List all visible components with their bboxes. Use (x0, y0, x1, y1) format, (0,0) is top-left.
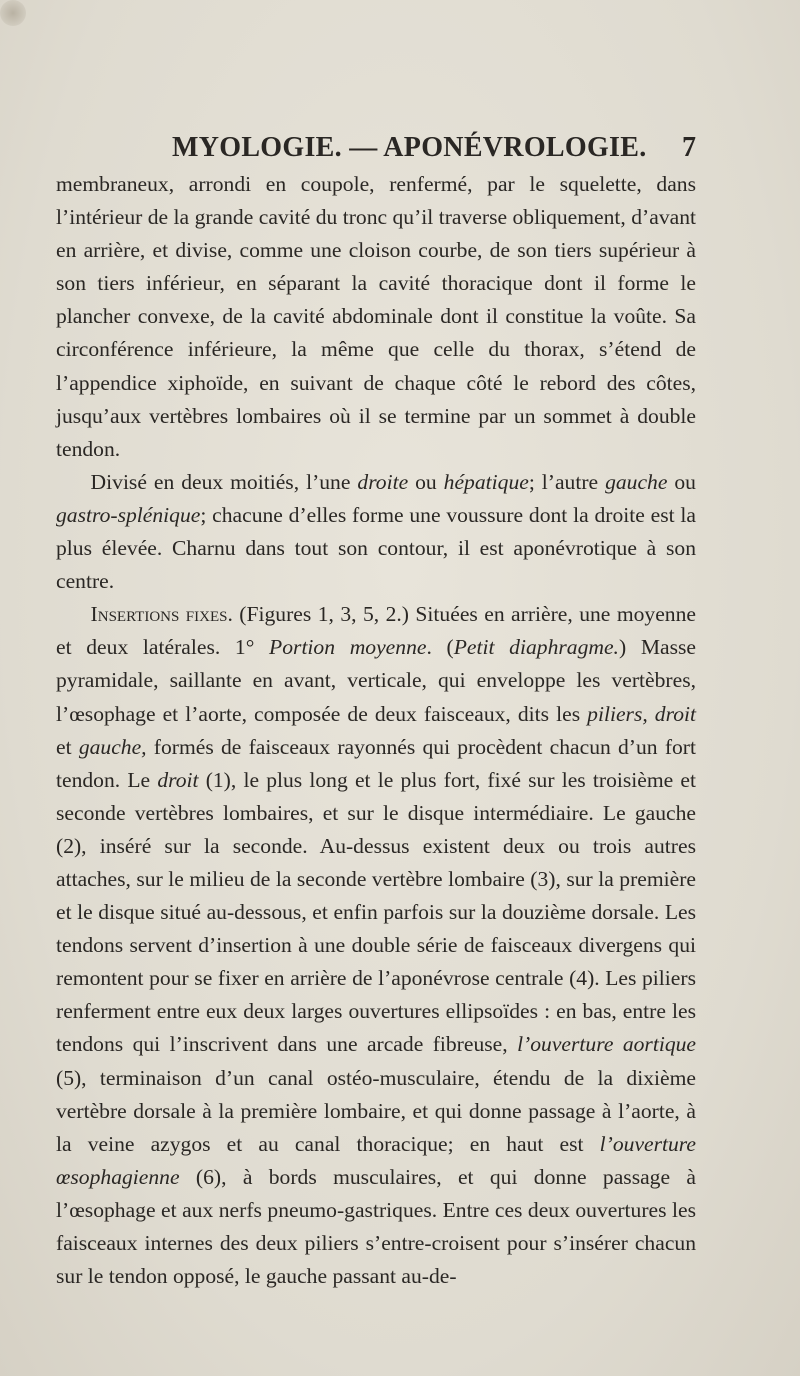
term-ouverture-oesophagienne: l’ouverture œsophagienne (56, 1131, 696, 1189)
body-text (56, 168, 696, 1293)
paragraph-division: Divisé en deux moitiés, l’une droite ou hépatique; l’autre gauche ou gastro-splénique; chacune d’elles forme une voussure dont la droite est la plus élevée. Charnu dans tout son contour, il est aponévrotique à son centre. (56, 469, 696, 594)
term-gastro-splenique: gastro-splénique (56, 502, 201, 527)
page-number: 7 (682, 132, 696, 163)
paragraph-continuation: membraneux, arrondi en coupole, renfermé, par le squelette, dans l’intérieur de la grande cavité du tronc qu’il traverse obliquement, d’avant en arrière, et divise, comme une cloison courbe, de son tiers supérieur à son tiers inférieur, en séparant la cavité thoracique dont il forme le plancher convexe, de la cavité abdominale dont il constitue la voûte. Sa circonférence inférieure, la même que celle du thorax, s’étend de l’appendice xiphoïde, en suivant de chaque côté le rebord des côtes, jusqu’aux vertèbres lombaires où il se termine par un sommet à double tendon. (56, 172, 696, 461)
term-droit: droit (157, 767, 199, 792)
term-gauche: gauche (605, 469, 668, 494)
term-droite: droite (357, 469, 409, 494)
term-portion-moyenne: Portion moyenne (269, 635, 427, 660)
foxing-stain (0, 0, 26, 26)
term-piliers-droit: piliers, droit (587, 701, 696, 726)
term-hepatique: hépatique (443, 469, 529, 494)
term-gauche-pilier: gauche, (78, 734, 147, 759)
term-ouverture-aortique: l’ouverture aortique (517, 1032, 696, 1057)
section-heading: Insertions fixes. (90, 602, 233, 627)
page-header (56, 128, 696, 168)
running-title: MYOLOGIE. — APONÉVROLOGIE. (172, 132, 647, 163)
term-petit-diaphragme: Petit diaphragme. (453, 635, 619, 660)
paragraph-insertions: Insertions fixes. (Figures 1, 3, 5, 2.) Situées en arrière, une moyenne et deux latérales. 1° Portion moyenne. (Petit diaphragme.) Masse pyramidale, saillante en avant, verticale, qui enveloppe les vertèbres, l’œsophage et l’aorte, composée de deux faisceaux, dits les piliers, droit et gauche, formés de faisceaux rayonnés qui procèdent chacun d’un fort tendon. Le droit (1), le plus long et le plus fort, fixé sur les troisième et seconde vertèbres lombaires, et sur le disque intermédiaire. Le gauche (2), inséré sur la seconde. Au-dessus existent deux ou trois autres attaches, sur le milieu de la seconde vertèbre lombaire (3), sur la première et le disque situé au-dessous, et enfin parfois sur la douzième dorsale. Les tendons servent d’insertion à une double série de faisceaux divergens qui remontent pour se fixer en arrière de l’aponévrose centrale (4). Les piliers renferment entre eux deux larges ouvertures ellipsoïdes : en bas, entre les tendons qui l’inscrivent dans une arcade fibreuse, l’ouverture aortique (5), terminaison d’un canal ostéo-musculaire, étendu de la dixième vertèbre dorsale à la première lombaire, et qui donne passage à l’aorte, à la veine azygos et au canal thoracique; en haut est l’ouverture œsophagienne (6), à bords musculaires, et qui donne passage à l’œsophage et aux nerfs pneumo-gastriques. Entre ces deux ouvertures les faisceaux internes des deux piliers s’entre-croisent pour s’insérer chacun sur le tendon opposé, le gauche passant au-de- (56, 602, 697, 1289)
